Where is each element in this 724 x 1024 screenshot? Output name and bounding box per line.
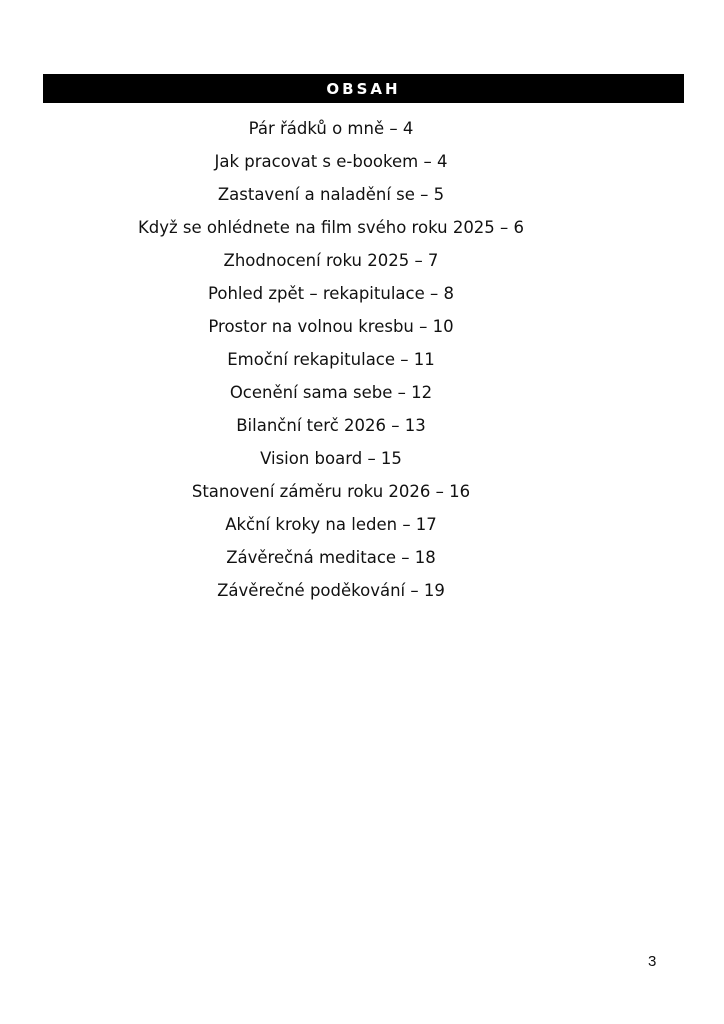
- toc-item[interactable]: Jak pracovat s e-bookem – 4: [214, 152, 448, 171]
- toc-item[interactable]: Pár řádků o mně – 4: [248, 119, 414, 138]
- page-title: OBSAH: [326, 79, 401, 98]
- toc-item[interactable]: Závěrečné poděkování – 19: [217, 581, 445, 600]
- page-number: 3: [648, 953, 657, 970]
- toc-item[interactable]: Emoční rekapitulace – 11: [227, 350, 435, 369]
- toc-item[interactable]: Pohled zpět – rekapitulace – 8: [208, 284, 454, 303]
- toc-item[interactable]: Stanovení záměru roku 2026 – 16: [191, 482, 471, 501]
- toc-item[interactable]: Závěrečná meditace – 18: [226, 548, 436, 567]
- table-of-contents: [0, 112, 662, 607]
- toc-item[interactable]: Akční kroky na leden – 17: [225, 515, 437, 534]
- toc-item[interactable]: Zastavení a naladění se – 5: [217, 185, 445, 204]
- toc-item[interactable]: Ocenění sama sebe – 12: [229, 383, 433, 402]
- toc-item[interactable]: Zhodnocení roku 2025 – 7: [223, 251, 439, 270]
- toc-item[interactable]: Bilanční terč 2026 – 13: [236, 416, 426, 435]
- toc-item[interactable]: Když se ohlédnete na film svého roku 2025 – 6: [137, 218, 525, 237]
- toc-item[interactable]: Vision board – 15: [260, 449, 402, 468]
- toc-item[interactable]: Prostor na volnou kresbu – 10: [208, 317, 454, 336]
- header-bar: [43, 74, 684, 103]
